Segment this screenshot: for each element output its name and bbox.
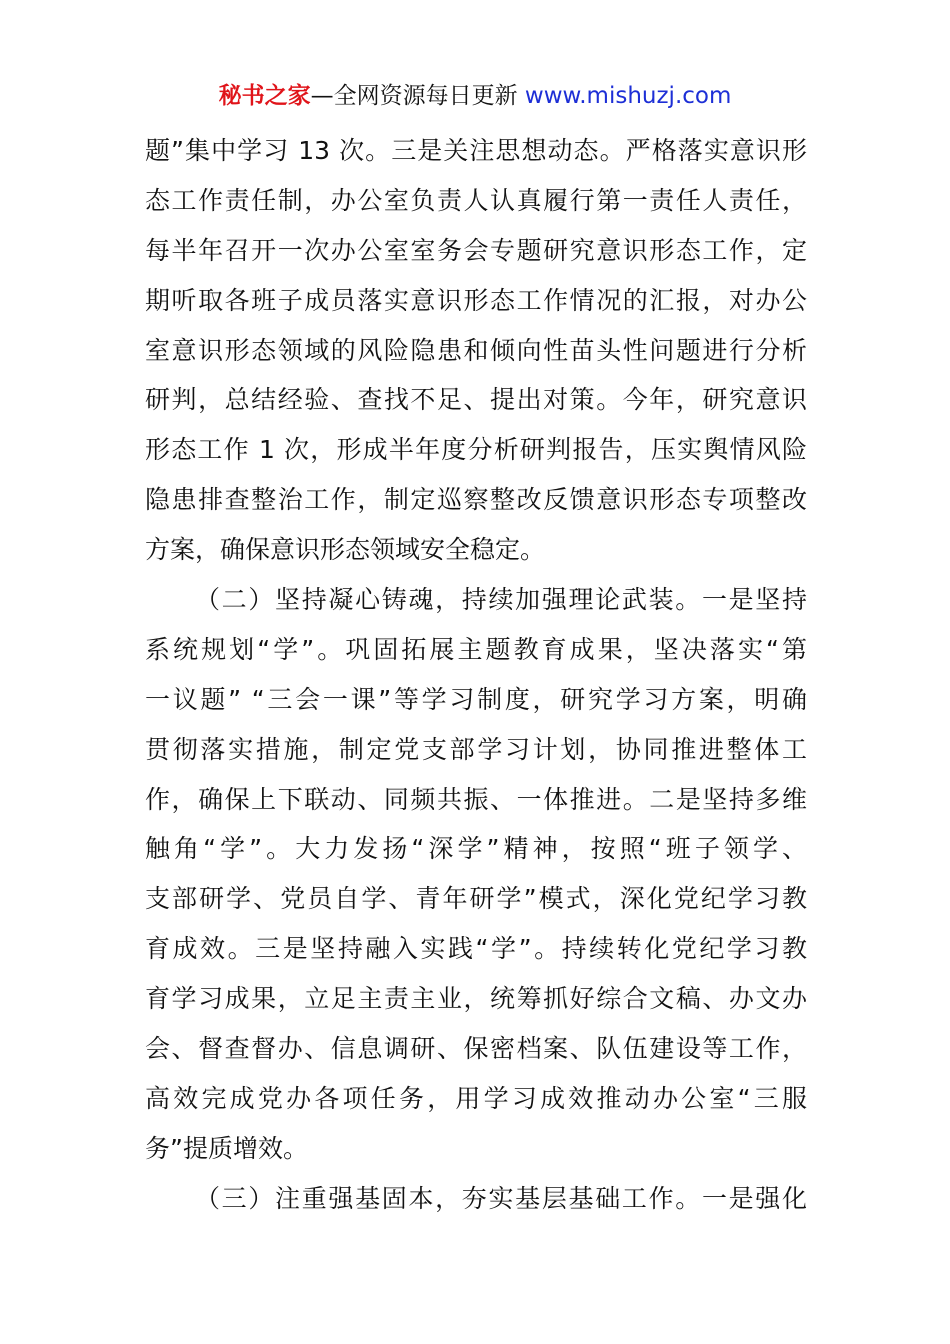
- text-line: 务”提质增效。: [145, 1133, 308, 1163]
- text-line: 一议题” “三会一课”等学习制度，研究学习方案，明确: [145, 684, 807, 714]
- site-url-link[interactable]: www.mishuzj.com: [524, 83, 732, 109]
- section-heading-line: （二）坚持凝心铸魂，持续加强理论武装。一是坚持: [195, 585, 807, 615]
- text-line: 态工作责任制，办公室负责人认真履行第一责任人责任，: [145, 185, 807, 215]
- text-line: 题”集中学习 13 次。三是关注思想动态。严格落实意识形: [145, 136, 807, 165]
- document-body: [145, 126, 807, 1224]
- text-line: 研判，总结经验、查找不足、提出对策。今年，研究意识: [145, 385, 807, 415]
- text-line: 育成效。三是坚持融入实践“学”。持续转化党纪学习教: [145, 934, 807, 964]
- text-line: 形态工作 1 次，形成半年度分析研判报告，压实舆情风险: [145, 435, 807, 465]
- text-line: 作，确保上下联动、同频共振、一体推进。二是坚持多维: [145, 784, 807, 814]
- site-brand: 秘书之家: [218, 83, 311, 109]
- text-line: 育学习成果，立足主责主业，统筹抓好综合文稿、办文办: [145, 984, 807, 1014]
- text-line: 隐患排查整治工作，制定巡察整改反馈意识形态专项整改: [145, 485, 807, 515]
- text-line: 每半年召开一次办公室室务会专题研究意识形态工作，定: [145, 235, 807, 265]
- text-line: 贯彻落实措施，制定党支部学习计划，协同推进整体工: [145, 734, 807, 764]
- text-line: 会、督查督办、信息调研、保密档案、队伍建设等工作，: [145, 1034, 807, 1064]
- text-line: 支部研学、党员自学、青年研学”模式，深化党纪学习教: [145, 884, 807, 914]
- site-header: [0, 80, 950, 112]
- site-slogan: —全网资源每日更新: [310, 83, 525, 109]
- text-line: 触角“学”。大力发扬“深学”精神，按照“班子领学、: [145, 834, 807, 864]
- text-line: 高效完成党办各项任务，用学习成效推动办公室“三服: [145, 1083, 807, 1113]
- text-line: 系统规划“学”。巩固拓展主题教育成果，坚决落实“第: [145, 634, 807, 664]
- text-line: 室意识形态领域的风险隐患和倾向性苗头性问题进行分析: [145, 335, 807, 365]
- text-line: 方案，确保意识形态领域安全稳定。: [145, 535, 546, 565]
- text-line: 期听取各班子成员落实意识形态工作情况的汇报，对办公: [145, 285, 807, 315]
- section-heading-line: （三）注重强基固本，夯实基层基础工作。一是强化: [195, 1183, 807, 1213]
